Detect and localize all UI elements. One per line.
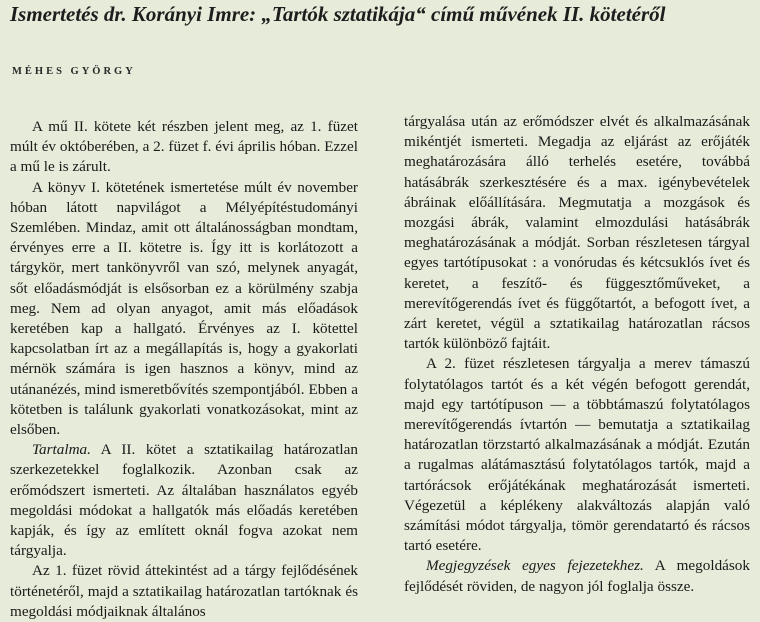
paragraph-lead: Megjegyzések egyes fejezetekhez. [426,557,644,575]
paragraph-text: A megoldások fejlődését röviden, de nagyon jól foglalja össze. [404,557,750,595]
paragraph-text: Az 1. füzet rövid áttekintést ad a tárgy fejlődésének történetéről, majd a sztatikailag határozatlan tartóknak és megoldási módjaiknak általános [10,562,358,620]
paragraph [404,354,750,556]
paragraph-text: tárgyalása után az erőmódszer elvét és alkalmazásának mikéntjét ismerteti. Megadja az eljárást az erőjáték meghatározására álló terhelés esetére, továbbá hatásábrák szerkesztésére és a max. igénybevételek ábráinak előállítására. Megmutatja a mozgások és mozgási ábrák, valamint elmozdulási hatásábrák meghatározásának a módját. Sorban részletesen tárgyal egyes tartótípusokat : a vonórudas és kétcsuklós ívet és keretet, a feszítő- és függesztőműveket, a merevítőgerendás ívet és függőtartót, a befogott ívet, a zárt keretet, végül a sztatikailag határozatlan rácsos tartók különböző fajtáit. [404,113,750,353]
paragraph-text: A könyv I. kötetének ismertetése múlt év november hóban látott napvilágot a Mélyépítéstudományi Szemlében. Mindaz, amit ott általánosságban mondtam, érvényes erre a II. kötetre is. Így itt is korlátozott a tárgykör, mert tankönyvről van szó, melynek anyagát, sőt előadásmódját is elsősorban ez a körülmény szabja meg. Nem ad olyan anyagot, amit más előadások keretében kap a hallgató. Érvényes az I. kötettel kapcsolatban írt az a megállapítás is, hogy a gyakorlati mérnök számára is igen hasznos a könyv, mind az utánanézés, mind ismeretbővítés szempontjából. Ebben a kötetben is találunk gyakorlati vonatkozásokat, mint az elsőben. [10,178,358,439]
paragraph-lead: Tartalma. [32,441,91,459]
paragraph [10,561,358,622]
paragraph-text: A II. kötet a sztatikailag határozatlan szerkezetekkel foglalkozik. Azonban csak az erőmódszert ismerteti. Az általában használatos egyéb megoldási módokat a hallgatók más előadás keretében kapják, és így az említett oknál fogva azokat nem tárgyalja. [10,441,358,560]
article-title: Ismertetés dr. Korányi Imre: „Tartók sztatikája“ című művének II. kötetéről [10,2,666,26]
paragraph-text: A mű II. kötete két részben jelent meg, az 1. füzet múlt év októberében, a 2. füzet f. évi április hóban. Ezzel a mű le is zárult. [10,118,358,176]
paragraph [404,112,750,354]
right-column [404,112,750,597]
paragraph [404,556,750,596]
paragraph [10,117,358,178]
paragraph-text: A 2. füzet részletesen tárgyalja a merev támaszú folytatólagos tartót és a két végén befogott gerendát, majd egy tartótípuson — a többtámaszú folytatólagos merevítőgerendás ívtartón — bemutatja a sztatikailag határozatlan törzstartó alkalmazásának a módját. Ezután a rugalmas alátámasztású folytatólagos tartók, majd a tartórácsok erőjátékának meghatározását ismerteti. Végezetül a képlékeny alakváltozás alapján való számítási módot tárgyalja, tömör gerendatartó és rácsos tartó esetére. [404,355,750,555]
left-column [10,117,358,622]
paragraph [10,440,358,561]
article-author: MÉHES GYÖRGY [12,66,136,77]
paragraph [10,178,358,441]
